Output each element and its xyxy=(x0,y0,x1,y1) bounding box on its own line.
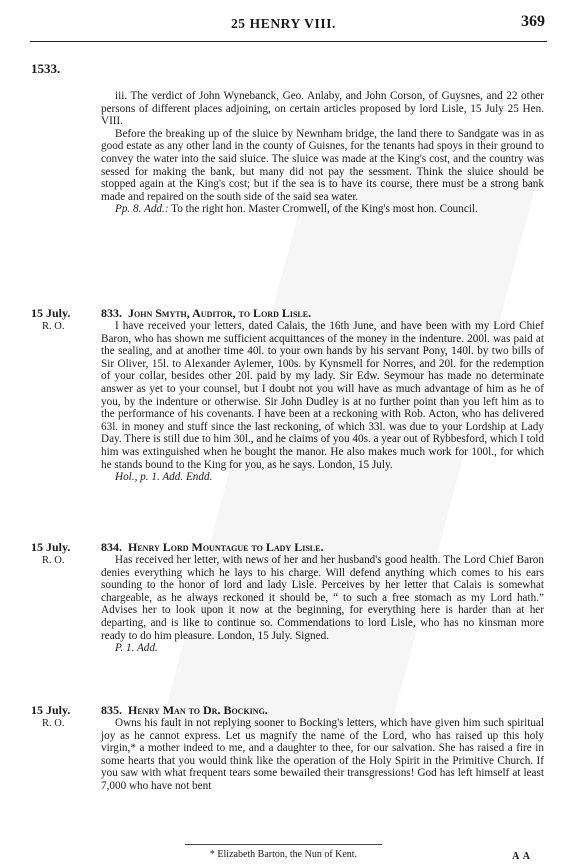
entry-834 xyxy=(101,540,544,655)
entry-heading xyxy=(101,306,544,320)
year-margin: 1533. xyxy=(31,61,61,76)
entry-number: 834. xyxy=(101,540,122,554)
entry-835 xyxy=(101,703,544,793)
signature-mark: A A xyxy=(512,851,531,862)
header-rule xyxy=(30,41,547,42)
intro-address-label: Pp. 8. Add.: xyxy=(115,203,169,216)
intro-address xyxy=(101,203,544,216)
entry-title: Henry Lord Mountague to Lady Lisle. xyxy=(128,540,324,554)
entry-number: 833. xyxy=(101,306,122,320)
entry-body: Owns his fault in not replying sooner to Bocking's letters, which have given him such spiritual joy as he cannot express. Let us magnify the name of the Lord, who has raised up this holy virgin,* a mother indeed to me, and a daughter to thee, for our salvation. She has raised a fire in some hearts that you would think like the operation of the Holy Spirit in the Primitive Church. If you saw with what frequent tears some bewailed their transgressions! God has left himself at least 7,000 who have not bent xyxy=(101,717,544,792)
entry-heading xyxy=(101,703,544,717)
intro-paragraph-verdict: iii. The verdict of John Wynebanck, Geo. Anlaby, and John Corson, of Guysnes, and 22 other persons of different places adjoining, on certain articles proposed by lord Lisle, 15 July 25 Hen. VIII. xyxy=(101,90,544,128)
entry-date: 15 July. xyxy=(31,703,71,717)
entry-note: Hol., p. 1. Add. Endd. xyxy=(115,471,213,484)
entry-ref: R. O. xyxy=(42,718,65,729)
entry-ref: R. O. xyxy=(42,321,65,332)
entry-heading xyxy=(101,540,544,554)
entry-number: 835. xyxy=(101,703,122,717)
intro-paragraph-sluice: Before the breaking up of the sluice by Newnham bridge, the land there to Sandgate was in as good estate as any other land in the county of Guisnes, for the tenants had spoys in their ground to convey the water into the said sluice. The sluice was made at the King's cost, and the country was sessed for making the bank, but many did not pay the sessment. Think the sluice should be stopped again at the King's cost; but if the sea is to have its course, there must be a strong bank made and repaired on the south side of the said sea water. xyxy=(101,127,544,203)
entry-833 xyxy=(101,306,544,484)
footnote: * Elizabeth Barton, the Nun of Kent. xyxy=(209,849,358,860)
entry-date: 15 July. xyxy=(31,540,71,554)
entry-ref: R. O. xyxy=(42,555,65,566)
entry-title: Henry Man to Dr. Bocking. xyxy=(128,703,268,717)
entry-body: Has received her letter, with news of her and her husband's good health. The Lord Chief Baron denies everything which he lays to his charge. Will defend anything which comes to his ears sounding to the honor of lord and lady Lisle. Perceives by her letter that Calais is somewhat chargeable, as he always reckoned it should be, “ to such a free stomach as my Lord hath.” Advises her to look upon it now at the beginning, for everything here is harder than at her departing, and is like to continue so. Commendations to lord Lisle, who has no kinsman more ready to do him pleasure. London, 15 July. Signed. xyxy=(101,554,544,642)
intro-address-text: To the right hon. Master Cromwell, of the King's most hon. Council. xyxy=(168,203,478,216)
entry-title: John Smyth, Auditor, to Lord Lisle. xyxy=(128,306,312,320)
page-number: 369 xyxy=(521,13,545,30)
footnote-rule xyxy=(185,844,382,845)
running-title: 25 HENRY VIII. xyxy=(230,16,337,31)
entry-note: P. 1. Add. xyxy=(115,642,158,655)
intro-block xyxy=(101,90,544,216)
entry-body: I have received your letters, dated Calais, the 16th June, and have been with my Lord Chief Baron, who has shown me sufficient acquittances of the money in the indenture. 200l. was paid at the sealing, and at another time 40l. to your own hands by his servant Pony, 140l. by two bills of Sir Oliver, 15l. to Alexander Aylemer, 100s. by Kynsmell for Norres, and 20l. for the redemption of your collar, besides other 20l. paid by my lady. Sir Edw. Seymour has made no determinate answer as yet to your counsel, but I doubt not you will have as much advantage of him as he of you, by the indenture or otherwise. Sir John Dudley is at no further point than you left him as to the performance of his covenants. I have been at a reckoning with Rob. Acton, who has delivered 63l. in money and stuff since the last reckoning, of which 33l. was due to your Lordship at Lady Day. There is still due to him 30l., and he claims of you 40s. a year out of Rybbesford, which I told him was extinguished when he bought the manor. He also makes much work for 100l., for which he stands bound to the King for you, as he says. London, 15 July. xyxy=(101,320,544,471)
entry-date: 15 July. xyxy=(31,306,71,320)
